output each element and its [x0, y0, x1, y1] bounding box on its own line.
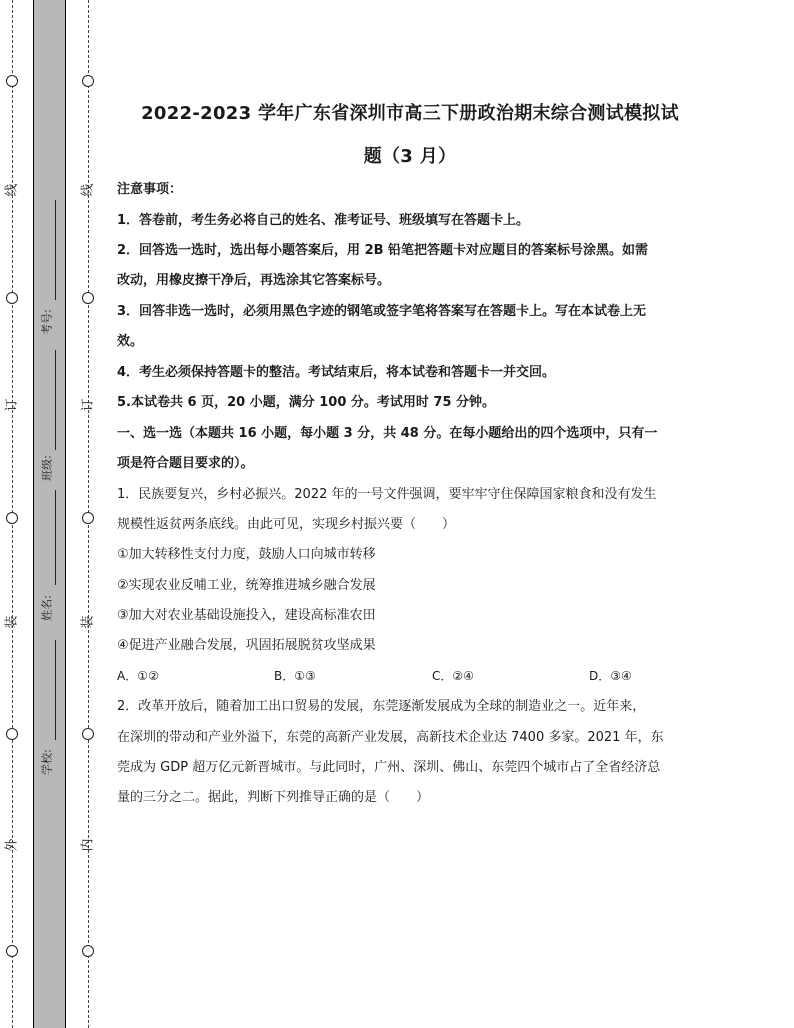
question-2-stem-cont: 在深圳的带动和产业外溢下，东莞的高新产业发展，高新技术企业达 7400 多家。2021 年，东 — [117, 730, 664, 745]
exam-number-label: 考号: — [40, 309, 54, 335]
notice-line: 1．答卷前，考生务必将自己的姓名、准考证号、班级填写在答题卡上。 — [117, 213, 530, 228]
margin-char-ding: 订 — [4, 398, 20, 412]
class-label: 班级: — [40, 455, 54, 481]
choice-d: D．③④ — [589, 669, 632, 683]
binding-hole — [6, 512, 18, 524]
margin-rule-right — [65, 0, 66, 1028]
binding-hole — [82, 728, 94, 740]
question-1-item: ④促进产业融合发展，巩固拓展脱贫攻坚成果 — [117, 638, 376, 653]
binding-hole — [6, 728, 18, 740]
school-fill-line[interactable] — [55, 640, 56, 740]
margin-char-xian-inner: 线 — [80, 183, 96, 197]
exam-number-fill-line[interactable] — [55, 200, 56, 300]
choice-b: B．①③ — [274, 669, 316, 683]
question-1-item: ②实现农业反哺工业，统筹推进城乡融合发展 — [117, 578, 376, 593]
name-label: 姓名: — [40, 595, 54, 621]
question-1-item: ③加大对农业基础设施投入，建设高标准农田 — [117, 608, 376, 623]
margin-char-xian: 线 — [4, 183, 20, 197]
name-fill-line[interactable] — [55, 490, 56, 585]
binding-hole — [82, 75, 94, 87]
school-label: 学校: — [40, 749, 54, 775]
margin-char-zhuang-inner: 装 — [80, 615, 96, 629]
notice-line: 效。 — [117, 334, 144, 349]
notice-line: 3．回答非选一选时，必须用黑色字迹的钢笔或签字笔将答案写在答题卡上。写在本试卷上无 — [117, 304, 647, 319]
section-heading-cont: 项是符合题目要求的）。 — [117, 456, 254, 471]
notice-line: 5.本试卷共 6 页，20 小题，满分 100 分。考试用时 75 分钟。 — [117, 395, 496, 410]
binding-hole — [82, 512, 94, 524]
class-fill-line[interactable] — [55, 350, 56, 450]
question-2-stem-cont: 莞成为 GDP 超万亿元新晋城市。与此同时，广州、深圳、佛山、东莞四个城市占了全省经济总 — [117, 760, 661, 775]
choice-c: C．②④ — [432, 669, 474, 683]
exam-title-line2: 题（3 月） — [363, 146, 457, 167]
binding-hole — [6, 292, 18, 304]
question-2-stem-cont: 量的三分之二。据此，判断下列推导正确的是（ ） — [117, 790, 430, 805]
margin-char-ding-inner: 订 — [80, 398, 96, 412]
binding-hole — [6, 945, 18, 957]
notice-line: 改动，用橡皮擦干净后，再选涂其它答案标号。 — [117, 273, 391, 288]
margin-char-zhuang: 装 — [4, 615, 20, 629]
question-1-item: ①加大转移性支付力度，鼓励人口向城市转移 — [117, 547, 376, 562]
question-1-stem: 1．民族要复兴，乡村必振兴。2022 年的一号文件强调，要牢牢守住保障国家粮食和没有发生 — [117, 487, 657, 502]
question-1-stem-cont: 规模性返贫两条底线。由此可见，实现乡村振兴要（ ） — [117, 517, 456, 532]
binding-hole — [82, 945, 94, 957]
notice-line: 2．回答选一选时，选出每小题答案后，用 2B 铅笔把答题卡对应题目的答案标号涂黑。如需 — [117, 243, 649, 258]
exam-title-line1: 2022-2023 学年广东省深圳市高三下册政治期末综合测试模拟试 — [141, 103, 679, 124]
section-heading: 一、选一选（本题共 16 小题，每小题 3 分，共 48 分。在每小题给出的四个选项中，只有一 — [117, 426, 658, 441]
margin-char-nei: 内 — [80, 838, 96, 852]
margin-gray-band — [34, 0, 65, 1028]
notice-line: 4．考生必须保持答题卡的整洁。考试结束后，将本试卷和答题卡一并交回。 — [117, 365, 556, 380]
binding-hole — [82, 292, 94, 304]
question-2-stem: 2．改革开放后，随着加工出口贸易的发展，东莞逐渐发展成为全球的制造业之一。近年来， — [117, 699, 646, 714]
choice-a: A．①② — [117, 669, 159, 683]
margin-char-wai: 外 — [4, 838, 20, 852]
notice-heading: 注意事项： — [117, 182, 183, 197]
binding-hole — [6, 75, 18, 87]
